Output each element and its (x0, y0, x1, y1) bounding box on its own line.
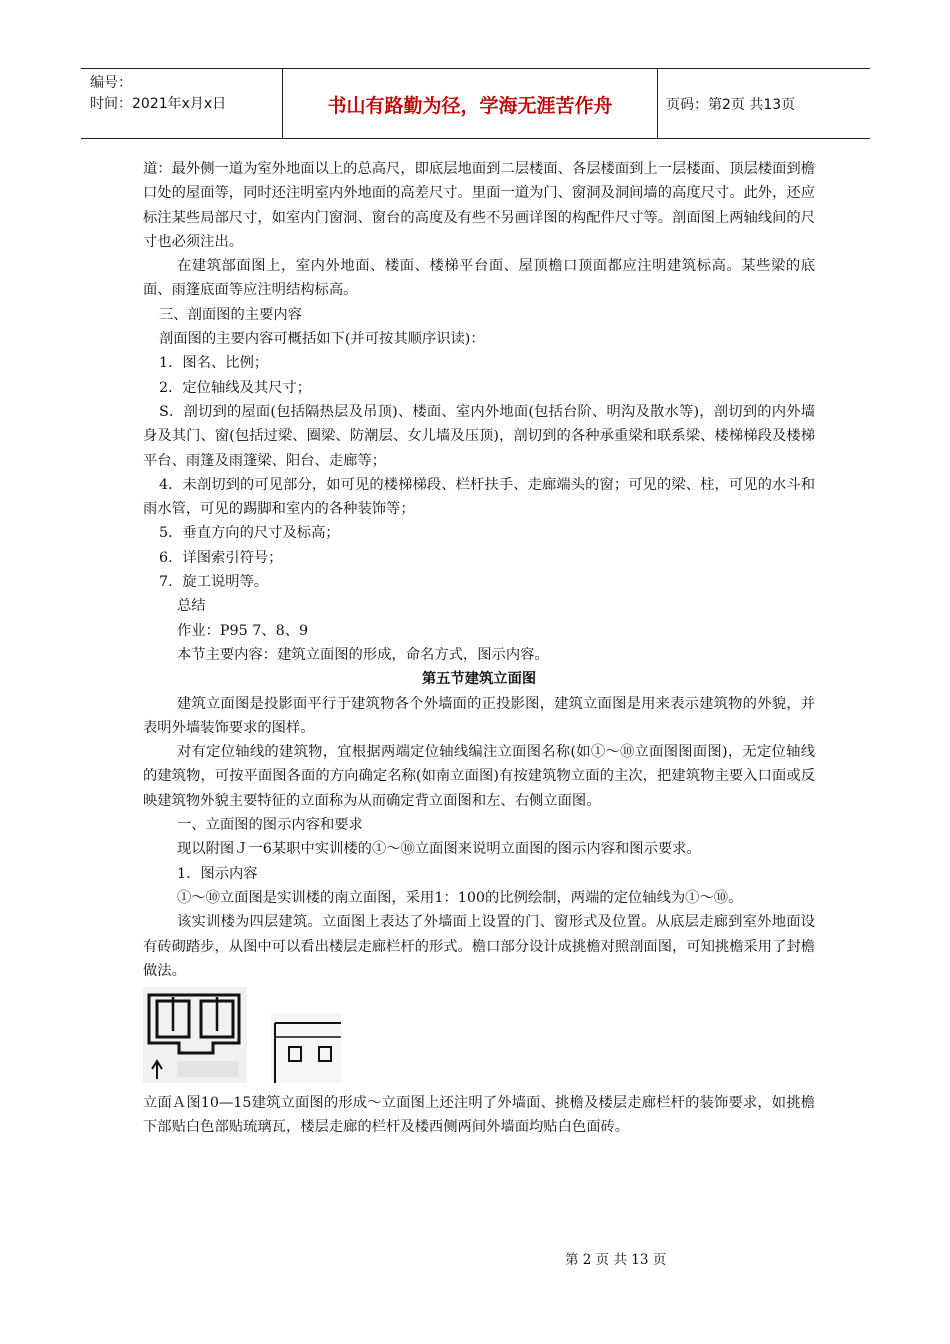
list-item: 2．定位轴线及其尺寸； (159, 379, 312, 396)
paragraph: 道：最外侧一道为室外地面以上的总高尺，即底层地面到二层楼面、各层楼面到上一层楼面、顶层楼面到檐口处的屋面等，同时还注明室内外地面的高差尺寸。里面一道为门、窗洞及洞间墙的高度尺寸。此外，还应标注某些局部尺寸，如室内门窗洞、窗台的高度及有些不另画详图的构配件尺寸等。剖面图上两轴线间的尺寸也必须注出。 (143, 161, 815, 250)
header-left-cell (81, 69, 283, 138)
section-summary: 本节主要内容：建筑立面图的形成，命名方式，图示内容。 (177, 646, 549, 663)
header-page-number: 页码：第2页 共13页 (666, 97, 796, 113)
list-item: 4．未剖切到的可见部分，如可见的楼梯梯段、栏杆扶手、走廊端头的窗；可见的梁、柱，可见的水斗和雨水管，可见的踢脚和室内的各种装饰等； (143, 476, 815, 518)
window-elevation-fragment-image (271, 1013, 341, 1083)
page-footer: 第 2 页 共 13 页 (565, 1252, 667, 1268)
document-number-label: 编号： (90, 75, 132, 91)
figure-caption-paragraph: 立面Ａ图10—15建筑立面图的形成～立面图上还注明了外墙面、挑檐及楼层走廊栏杆的装饰要求，如挑檐下部贴白色部贴琉璃瓦，楼层走廊的栏杆及楼西侧两间外墙面均贴白色面砖。 (143, 1095, 815, 1136)
paragraph: 对有定位轴线的建筑物，宜根据两端定位轴线编注立面图名称(如①～⑩立面图图面图)，无定位轴线的建筑物，可按平面图各面的方向确定名称(如南立面图)有按建筑物立面的主次，把建筑物主要入口面或反映建筑物外貌主要特征的立面称为从而确定背立面图和左、右侧立面图。 (143, 744, 815, 809)
section-title: 第五节建筑立面图 (421, 671, 537, 688)
paragraph: 剖面图的主要内容可概括如下(并可按其顺序识读)： (159, 331, 485, 348)
section-heading: 三、剖面图的主要内容 (159, 306, 302, 323)
summary-label: 总结 (177, 598, 206, 615)
homework-line: 作业：P95 7、8、9 (177, 622, 309, 639)
paragraph: 现以附图Ｊ一6某职中实训楼的①～⑩立面图来说明立面图的图示内容和图示要求。 (177, 841, 701, 858)
paragraph: 该实训楼为四层建筑。立面图上表达了外墙面上设置的门、窗形式及位置。从底层走廊到室外地面设有砖砌踏步，从图中可以看出楼层走廊栏杆的形式。檐口部分设计成挑檐对照剖面图，可知挑檐采用了封檐做法。 (143, 914, 815, 979)
list-item: 7．旋工说明等。 (159, 574, 269, 591)
paragraph: 建筑立面图是投影面平行于建筑物各个外墙面的正投影图，建筑立面图是用来表示建筑物的外貌，并表明外墙装饰要求的图样。 (143, 695, 815, 736)
header-page-cell (658, 69, 870, 138)
document-body (143, 157, 815, 1140)
list-item: 1．图名、比例； (159, 355, 269, 372)
list-item: 5．垂直方向的尺寸及标高； (159, 525, 340, 542)
list-item: 6．详图索引符号； (159, 549, 283, 566)
header-motto: 书山有路勤为径，学海无涯苦作舟 (327, 95, 613, 117)
document-time-label: 时间：2021年x月x日 (90, 96, 227, 112)
list-item: S．剖切到的屋面(包括隔热层及吊顶)、楼面、室内外地面(包括台阶、明沟及散水等)，剖切到的内外墙身及其门、窗(包括过梁、圈梁、防潮层、女儿墙及压顶)，剖切到的各种承重梁和联系梁、楼梯梯段及楼梯平台、雨篷及雨篷梁、阳台、走廊等； (143, 403, 815, 469)
subsection-heading: 1．图示内容 (177, 865, 258, 882)
page-header (81, 68, 870, 139)
floor-plan-fragment-image (143, 987, 247, 1083)
paragraph: 在建筑部面图上，室内外地面、楼面、楼梯平台面、屋顶檐口顶面都应注明建筑标高。某些梁的底面、雨篷底面等应注明结构标高。 (143, 258, 815, 299)
section-heading: 一、立面图的图示内容和要求 (177, 817, 363, 834)
header-motto-cell (283, 69, 658, 138)
figure-images (143, 987, 815, 1085)
paragraph: ①～⑩立面图是实训楼的南立面图，采用1：100的比例绘制，两端的定位轴线为①～⑩。 (177, 889, 743, 906)
